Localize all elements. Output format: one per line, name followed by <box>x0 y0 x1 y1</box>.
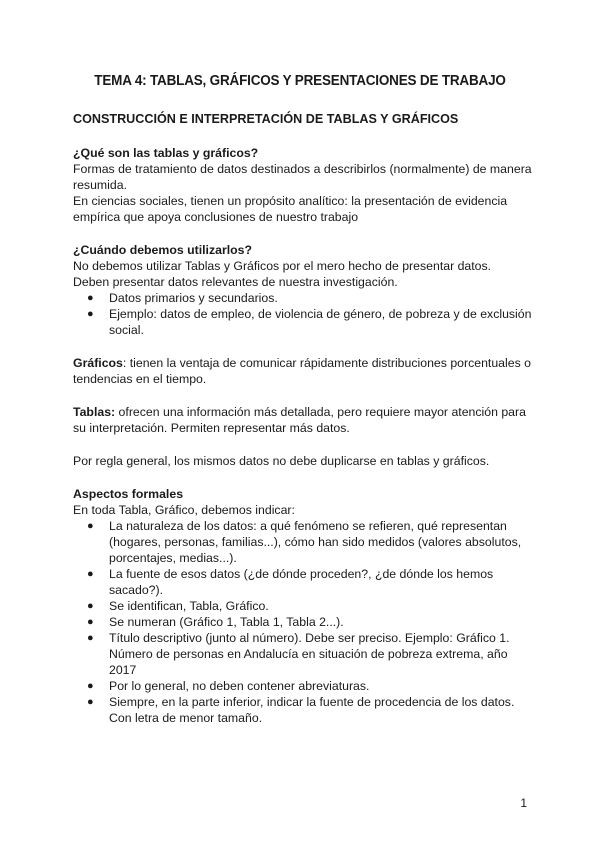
list-item-text: porcentajes, medias...). <box>109 551 237 565</box>
list-item-text: Título descriptivo (junto al número). Debe ser preciso. Ejemplo: Gráfico 1. <box>109 631 510 645</box>
heading-aspectos: Aspectos formales <box>73 487 184 501</box>
list-item-text: Ejemplo: datos de empleo, de violencia de género, de pobreza y de exclusión <box>109 307 532 321</box>
paragraph-line: resumida. <box>73 178 127 192</box>
document-body <box>73 111 535 726</box>
bullet-icon: ● <box>87 696 94 708</box>
list-item-text: Número de personas en Andalucía en situación de pobreza extrema, año <box>109 647 508 661</box>
bullet-list <box>73 518 535 726</box>
list-item-text: social. <box>109 323 144 337</box>
list-item <box>73 306 535 338</box>
list-item <box>73 614 535 630</box>
list-item <box>73 518 535 566</box>
bullet-icon: ● <box>87 600 94 612</box>
list-item-text: Con letra de menor tamaño. <box>109 711 263 725</box>
list-item-text: Datos primarios y secundarios. <box>109 291 278 305</box>
paragraph-line: Formas de tratamiento de datos destinados a describirlos (normalmente) de manera <box>73 162 532 176</box>
paragraph-line: tendencias en el tiempo. <box>73 372 207 386</box>
list-item <box>73 630 535 678</box>
list-item <box>73 598 535 614</box>
list-item-text: sacado?). <box>109 583 164 597</box>
bullet-icon: ● <box>87 308 94 320</box>
list-item-text: Se numeran (Gráfico 1, Tabla 1, Tabla 2...). <box>109 615 344 629</box>
paragraph-line: su interpretación. Permiten representar más datos. <box>73 421 350 435</box>
list-item-text: (hogares, personas, familias...), cómo han sido medidos (valores absolutos, <box>109 535 522 549</box>
list-item-text: Por lo general, no deben contener abreviaturas. <box>109 679 370 693</box>
paragraph-line: Deben presentar datos relevantes de nuestra investigación. <box>73 275 398 289</box>
bullet-icon: ● <box>87 616 94 628</box>
paragraph-line: empírica que apoya conclusiones de nuestro trabajo <box>73 210 359 224</box>
paragraph-tablas <box>73 404 535 436</box>
bullet-list <box>73 290 535 338</box>
heading-que-son: ¿Qué son las tablas y gráficos? <box>73 146 259 160</box>
list-item-text: Siempre, en la parte inferior, indicar la fuente de procedencia de los datos. <box>109 695 515 709</box>
paragraph-line: En toda Tabla, Gráfico, debemos indicar: <box>73 503 295 517</box>
paragraph-line: No debemos utilizar Tablas y Gráficos por el mero hecho de presentar datos. <box>73 259 492 273</box>
bullet-icon: ● <box>87 680 94 692</box>
paragraph-line: : tienen la ventaja de comunicar rápidamente distribuciones porcentuales o <box>122 356 531 370</box>
list-item-text: 2017 <box>109 663 137 677</box>
paragraph-graficos <box>73 355 535 387</box>
list-item <box>73 290 535 306</box>
section-subtitle: CONSTRUCCIÓN E INTERPRETACIÓN DE TABLAS Y GRÁFICOS <box>73 112 459 126</box>
paragraph-line: En ciencias sociales, tienen un propósito analítico: la presentación de evidencia <box>73 194 508 208</box>
list-item <box>73 694 535 726</box>
bullet-icon: ● <box>87 632 94 644</box>
term-graficos: Gráficos <box>73 356 123 370</box>
list-item <box>73 566 535 598</box>
page-number: 1 <box>520 796 527 810</box>
list-item-text: Se identifican, Tabla, Gráfico. <box>109 599 269 613</box>
heading-cuando: ¿Cuándo debemos utilizarlos? <box>73 243 253 257</box>
list-item <box>73 678 535 694</box>
bullet-icon: ● <box>87 292 94 304</box>
document-title: TEMA 4: TABLAS, GRÁFICOS Y PRESENTACIONES DE TRABAJO <box>94 73 506 89</box>
paragraph-regla: Por regla general, los mismos datos no debe duplicarse en tablas y gráficos. <box>73 454 490 468</box>
list-item-text: La fuente de esos datos (¿de dónde proceden?, ¿de dónde los hemos <box>109 567 494 581</box>
list-item-text: La naturaleza de los datos: a qué fenómeno se refieren, qué representan <box>109 519 507 533</box>
bullet-icon: ● <box>87 520 94 532</box>
bullet-icon: ● <box>87 568 94 580</box>
term-tablas: Tablas: <box>73 405 116 419</box>
paragraph-line: ofrecen una información más detallada, pero requiere mayor atención para <box>115 405 526 419</box>
